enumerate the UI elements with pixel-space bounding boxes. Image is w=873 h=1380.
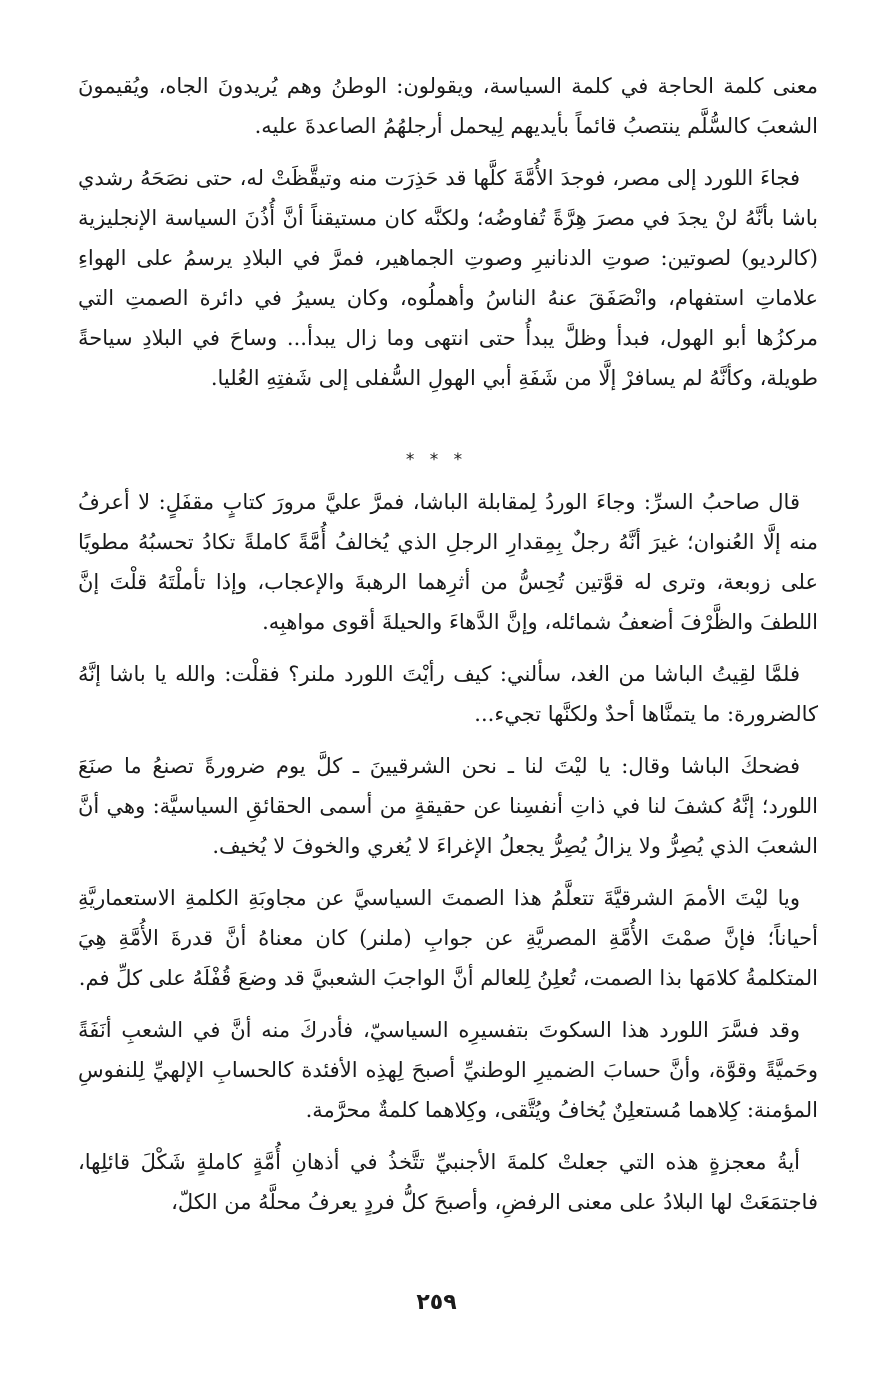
paragraph-eastern-nations: ويا ليْتَ الأممَ الشرقيَّةَ تتعلَّمُ هذا الصمتَ السياسيَّ عن مجاوبَةِ الكلمةِ الاستعماريَّةِ أحياناً؛ فإنَّ صمْتَ الأُمَّةِ المصريَّةِ عن جوابِ (ملنر) كان معناهُ أنَّ قدرةَ الأُمَّةِ هِيَ المتكلمةُ كلامَها بذا الصمت، تُعلِنُ لِلعالم أنَّ الواجبَ الشعبيَّ قد وضعَ قُفْلَهُ على كلِّ فم. [78,886,818,990]
paragraph-lord-interpretation: وقد فسَّرَ اللورد هذا السكوتَ بتفسيرِه السياسيّ، فأدركَ منه أنَّ في الشعبِ أنَفَةً وحَميَّةً وقوَّة، وأنَّ حسابَ الضميرِ الوطنيِّ أصبحَ لِهذِه الأفئدة كالحسابِ الإلهيِّ لِلنفوسِ المؤمنة: كِلاهما مُستعلِنٌ يُخافُ ويُتَّقى، وكِلاهما كلمةٌ محرَّمة. [78,1018,818,1122]
paragraph-pasha-reply: فضحكَ الباشا وقال: يا ليْتَ لنا ـ نحن الشرقيينَ ـ كلَّ يوم ضرورةً تصنعُ ما صنَعَ اللورد؛ إنَّهُ كشفَ لنا في ذاتِ أنفسِنا عن حقيقةٍ من أسمى الحقائقِ السياسيَّة: وهي أنَّ الشعبَ الذي يُصِرُّ ولا يزالُ يُصِرُّ يجعلُ الإغراءَ لا يُغري والخوفَ لا يُخيف. [78,754,818,858]
paragraph-miracle: أيةُ معجزةٍ هذه التي جعلتْ كلمةَ الأجنبيِّ تتَّخذُ في أذهانِ أُمَّةٍ كاملةٍ شَكْلَ قائلِها، فاجتمَعَتْ لها البلادُ على معنى الرفضِ، وأصبحَ كلُّ فردٍ يعرفُ محلَّهُ من الكلّ، [78,1150,818,1214]
page-number: ٢٥٩ [416,1290,457,1315]
section-one [78,66,818,398]
paragraph-pasha-question: فلمَّا لقِيتُ الباشا من الغد، سألني: كيف رأيْتَ اللورد ملنر؟ فقلْت: والله يا باشا إنَّهُ كالضرورة: ما يتمنَّاها أحدٌ ولكنَّها تجيء... [78,662,818,726]
paragraph-continuation: معنى كلمة الحاجة في كلمة السياسة، ويقولون: الوطنُ وهم يُريدونَ الجاه، ويُقيمونَ الشعبَ كالسُّلَّم ينتصبُ قائماً بأيديهم لِيحمل أرجلهُمُ الصاعدةَ عليه. [78,74,818,138]
section-two [78,482,818,1222]
section-separator: * * * [405,450,468,470]
paragraph-lord-arrival: فجاءَ اللورد إلى مصر، فوجدَ الأُمَّةَ كلَّها قد حَذِرَت منه وتيقَّظَتْ له، حتى نصَحَهُ رشدي باشا بأنَّهُ لنْ يجدَ في مصرَ هِرَّةً تُفاوضُه؛ ولكنَّه كان مستيقناً أنَّ أُذُنَ السياسة الإنجليزية (كالرديو) لصوتين: صوتِ الدنانيرِ وصوتِ الجماهير، فمرَّ في البلادِ يرسمُ على الهواءِ علاماتِ استفهام، وانْصَفَقَ عنهُ الناسُ وأهملُوه، وكان يسيرُ في دائرة الصمتِ التي مركزُها أبو الهول، فبدأ وظلَّ يبدأُ حتى انتهى وما زال يبدأ... وساحَ في البلادِ سياحةً طويلة، وكأنَّهُ لم يسافرْ إلَّا من شَفَةِ أبي الهولِ السُّفلى إلى شَفتِهِ العُليا. [78,166,818,390]
paragraph-secretary: قال صاحبُ السرِّ: وجاءَ الوردُ لِمقابلة الباشا، فمرَّ عليَّ مرورَ كتابٍ مقفَلٍ: لا أعرفُ منه إلَّا العُنوان؛ غيرَ أنَّهُ رجلٌ بِمِقدارِ الرجلِ الذي يُخالفُ أُمَّةً كاملةً تكادُ تحسبُهُ مطويًا على زوبعة، وترى له قوَّتين تُحِسُّ من أثرِهما الرهبةَ والإعجاب، وإذا تأملْتَهُ قلْتَ إنَّ اللطفَ والظَّرْفَ أضعفُ شمائله، وإنَّ الدَّهاءَ والحيلةَ أقوى مواهبِه. [78,490,818,634]
